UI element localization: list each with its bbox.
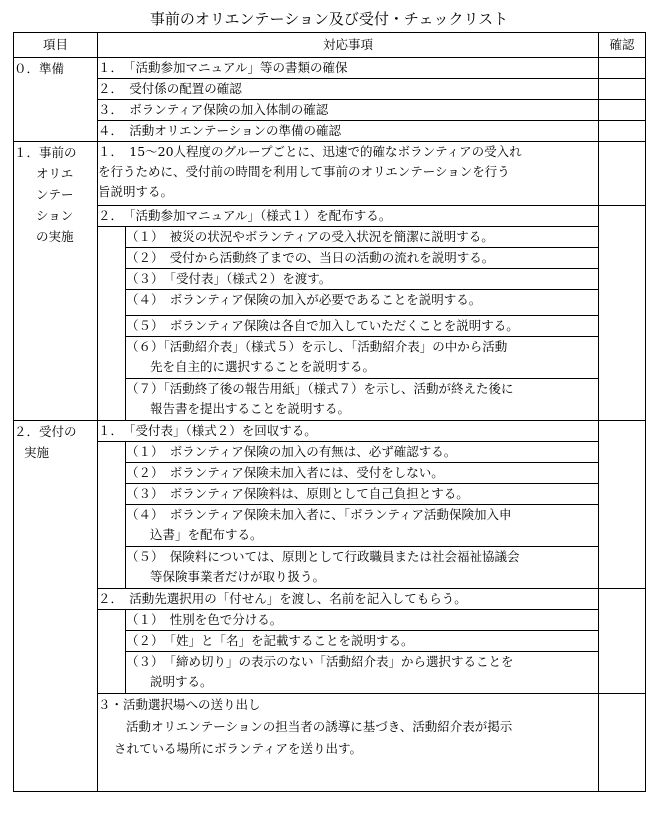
sub-item: （７）「活動終了後の報告用紙」（様式７）を示し、活動が終えた後に 報告書を提出することを説明する。 — [126, 379, 599, 421]
table-row — [14, 206, 646, 227]
check-cell[interactable] — [599, 100, 646, 121]
check-cell[interactable] — [599, 79, 646, 100]
list-item: ２． 受付係の配置の確認 — [98, 79, 599, 100]
sub-item: （６）「活動紹介表」（様式５）を示し、「活動紹介表」の中から活動 先を自主的に選択することを説明する。 — [126, 337, 599, 379]
sub-item: （１） 性別を色で分ける。 — [126, 610, 599, 631]
table-row — [14, 442, 646, 463]
header-action: 対応事項 — [98, 33, 599, 58]
sub-item: （２） 「姓」と「名」を記載することを説明する。 — [126, 631, 599, 652]
page-title: 事前のオリエンテーション及び受付・チェックリスト — [149, 10, 509, 28]
indent-cell — [98, 227, 126, 421]
indent-cell — [98, 610, 126, 694]
sub-item: （５） ボランティア保険は各自で加入していただくことを説明する。 — [126, 316, 599, 337]
checklist-table — [13, 32, 646, 792]
sub-item: （１） 被災の状況やボランティアの受入状況を簡潔に説明する。 — [126, 227, 599, 248]
sub-item: （３） 「受付表」（様式２）を渡す。 — [126, 269, 599, 290]
check-cell[interactable] — [599, 206, 646, 421]
section-label-orientation: １．事前の オリエ ンテー ション の実施 — [14, 142, 98, 421]
sub-item: （２） 受付から活動終了までの、当日の活動の流れを説明する。 — [126, 248, 599, 269]
table-row — [14, 694, 646, 792]
sub-item: （４） ボランティア保険未加入者に、「ボランティア活動保険加入申 込書」を配布する。 — [126, 505, 599, 547]
sub-item: （４） ボランティア保険の加入が必要であることを説明する。 — [126, 290, 599, 316]
table-row — [14, 100, 646, 121]
list-item: １． 「活動参加マニュアル」等の書類の確保 — [98, 58, 599, 79]
section-label-prep: ０．準備 — [14, 58, 98, 142]
table-row — [14, 421, 646, 442]
sub-item: （２） ボランティア保険未加入者には、受付をしない。 — [126, 463, 599, 484]
list-item: １． 「受付表」（様式２）を回収する。 — [98, 421, 599, 442]
table-row — [14, 142, 646, 206]
check-cell[interactable] — [599, 421, 646, 589]
table-row — [14, 79, 646, 100]
list-item: １． 15～20人程度のグループごとに、迅速で的確なボランティアの受入れ を行うために、受付前の時間を利用して事前のオリエンテーションを行う 旨説明する。 — [98, 142, 599, 206]
list-item: ２． 活動先選択用の「付せん」を渡し、名前を記入してもらう。 — [98, 589, 599, 610]
list-item: ２． 「活動参加マニュアル」（様式１）を配布する。 — [98, 206, 599, 227]
table-row — [14, 227, 646, 248]
table-row — [14, 58, 646, 79]
list-item: ３・活動選択場への送り出し 活動オリエンテーションの担当者の誘導に基づき、活動紹介表が掲示 されている場所にボランティアを送り出す。 — [98, 694, 599, 792]
check-cell[interactable] — [599, 121, 646, 142]
list-item: ３． ボランティア保険の加入体制の確認 — [98, 100, 599, 121]
check-cell[interactable] — [599, 142, 646, 206]
header-item: 項目 — [14, 33, 98, 58]
check-cell[interactable] — [599, 694, 646, 792]
table-row — [14, 589, 646, 610]
sub-item: （５） 保険料については、原則として行政職員または社会福祉協議会 等保険事業者だけが取り扱う。 — [126, 547, 599, 589]
header-row — [14, 33, 646, 58]
sub-item: （３） 「締め切り」の表示のない「活動紹介表」から選択することを 説明する。 — [126, 652, 599, 694]
table-row — [14, 121, 646, 142]
check-cell[interactable] — [599, 589, 646, 694]
indent-cell — [98, 442, 126, 589]
header-check: 確認 — [599, 33, 646, 58]
list-item: ４． 活動オリエンテーションの準備の確認 — [98, 121, 599, 142]
sub-item: （１） ボランティア保険の加入の有無は、必ず確認する。 — [126, 442, 599, 463]
sub-item: （３） ボランティア保険料は、原則として自己負担とする。 — [126, 484, 599, 505]
section-label-reception: ２．受付の 実施 — [14, 421, 98, 792]
table-row — [14, 610, 646, 631]
check-cell[interactable] — [599, 58, 646, 79]
